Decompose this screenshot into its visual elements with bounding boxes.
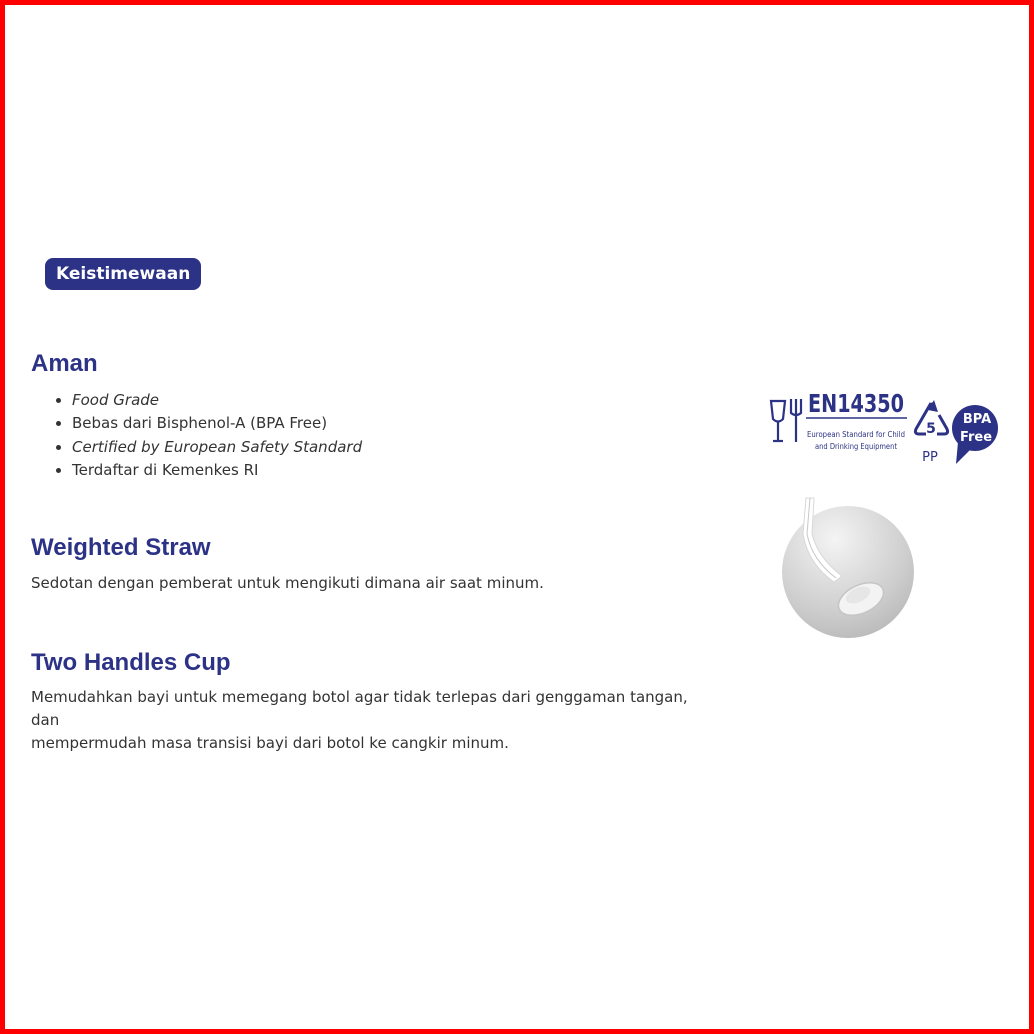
food-safe-glass-fork-icon [771, 399, 801, 442]
bpa-free-badge-icon [952, 405, 998, 464]
weighted-straw-description: Sedotan dengan pemberat untuk mengikuti dimana air saat minum. [31, 574, 544, 592]
straw-image-background [782, 506, 914, 638]
two-handles-cup-description [31, 686, 691, 755]
description-line: Memudahkan bayi untuk memegang botol agar tidak terlepas dari genggaman tangan, dan [31, 688, 688, 729]
list-item: • Certified by European Safety Standard [72, 436, 362, 459]
free-label: Free [959, 430, 993, 445]
description-line: mempermudah masa transisi bayi dari botol ke cangkir minum. [31, 734, 509, 752]
aman-list [54, 389, 362, 482]
bpa-label: BPA [962, 412, 992, 427]
recycle-number: 5 [926, 421, 936, 437]
list-item: • Bebas dari Bisphenol-A (BPA Free) [72, 412, 362, 435]
list-item: • Terdaftar di Kemenkes RI [72, 459, 362, 482]
certification-logos [766, 386, 1002, 468]
recycle-pp-icon [915, 400, 947, 465]
weighted-straw-image [776, 494, 918, 640]
en-desc-line-2: and Drinking Equipment [815, 442, 897, 451]
section-title-weighted-straw: Weighted Straw [31, 534, 211, 561]
section-title-two-handles-cup: Two Handles Cup [31, 649, 231, 676]
recycle-label: PP [922, 450, 938, 465]
list-item: • Food Grade [72, 389, 362, 412]
en14350-code: EN14350 [808, 389, 904, 418]
en-desc-line-1: European Standard for Child [807, 430, 905, 439]
features-badge: Keistimewaan [45, 258, 201, 290]
section-title-aman: Aman [31, 350, 98, 377]
